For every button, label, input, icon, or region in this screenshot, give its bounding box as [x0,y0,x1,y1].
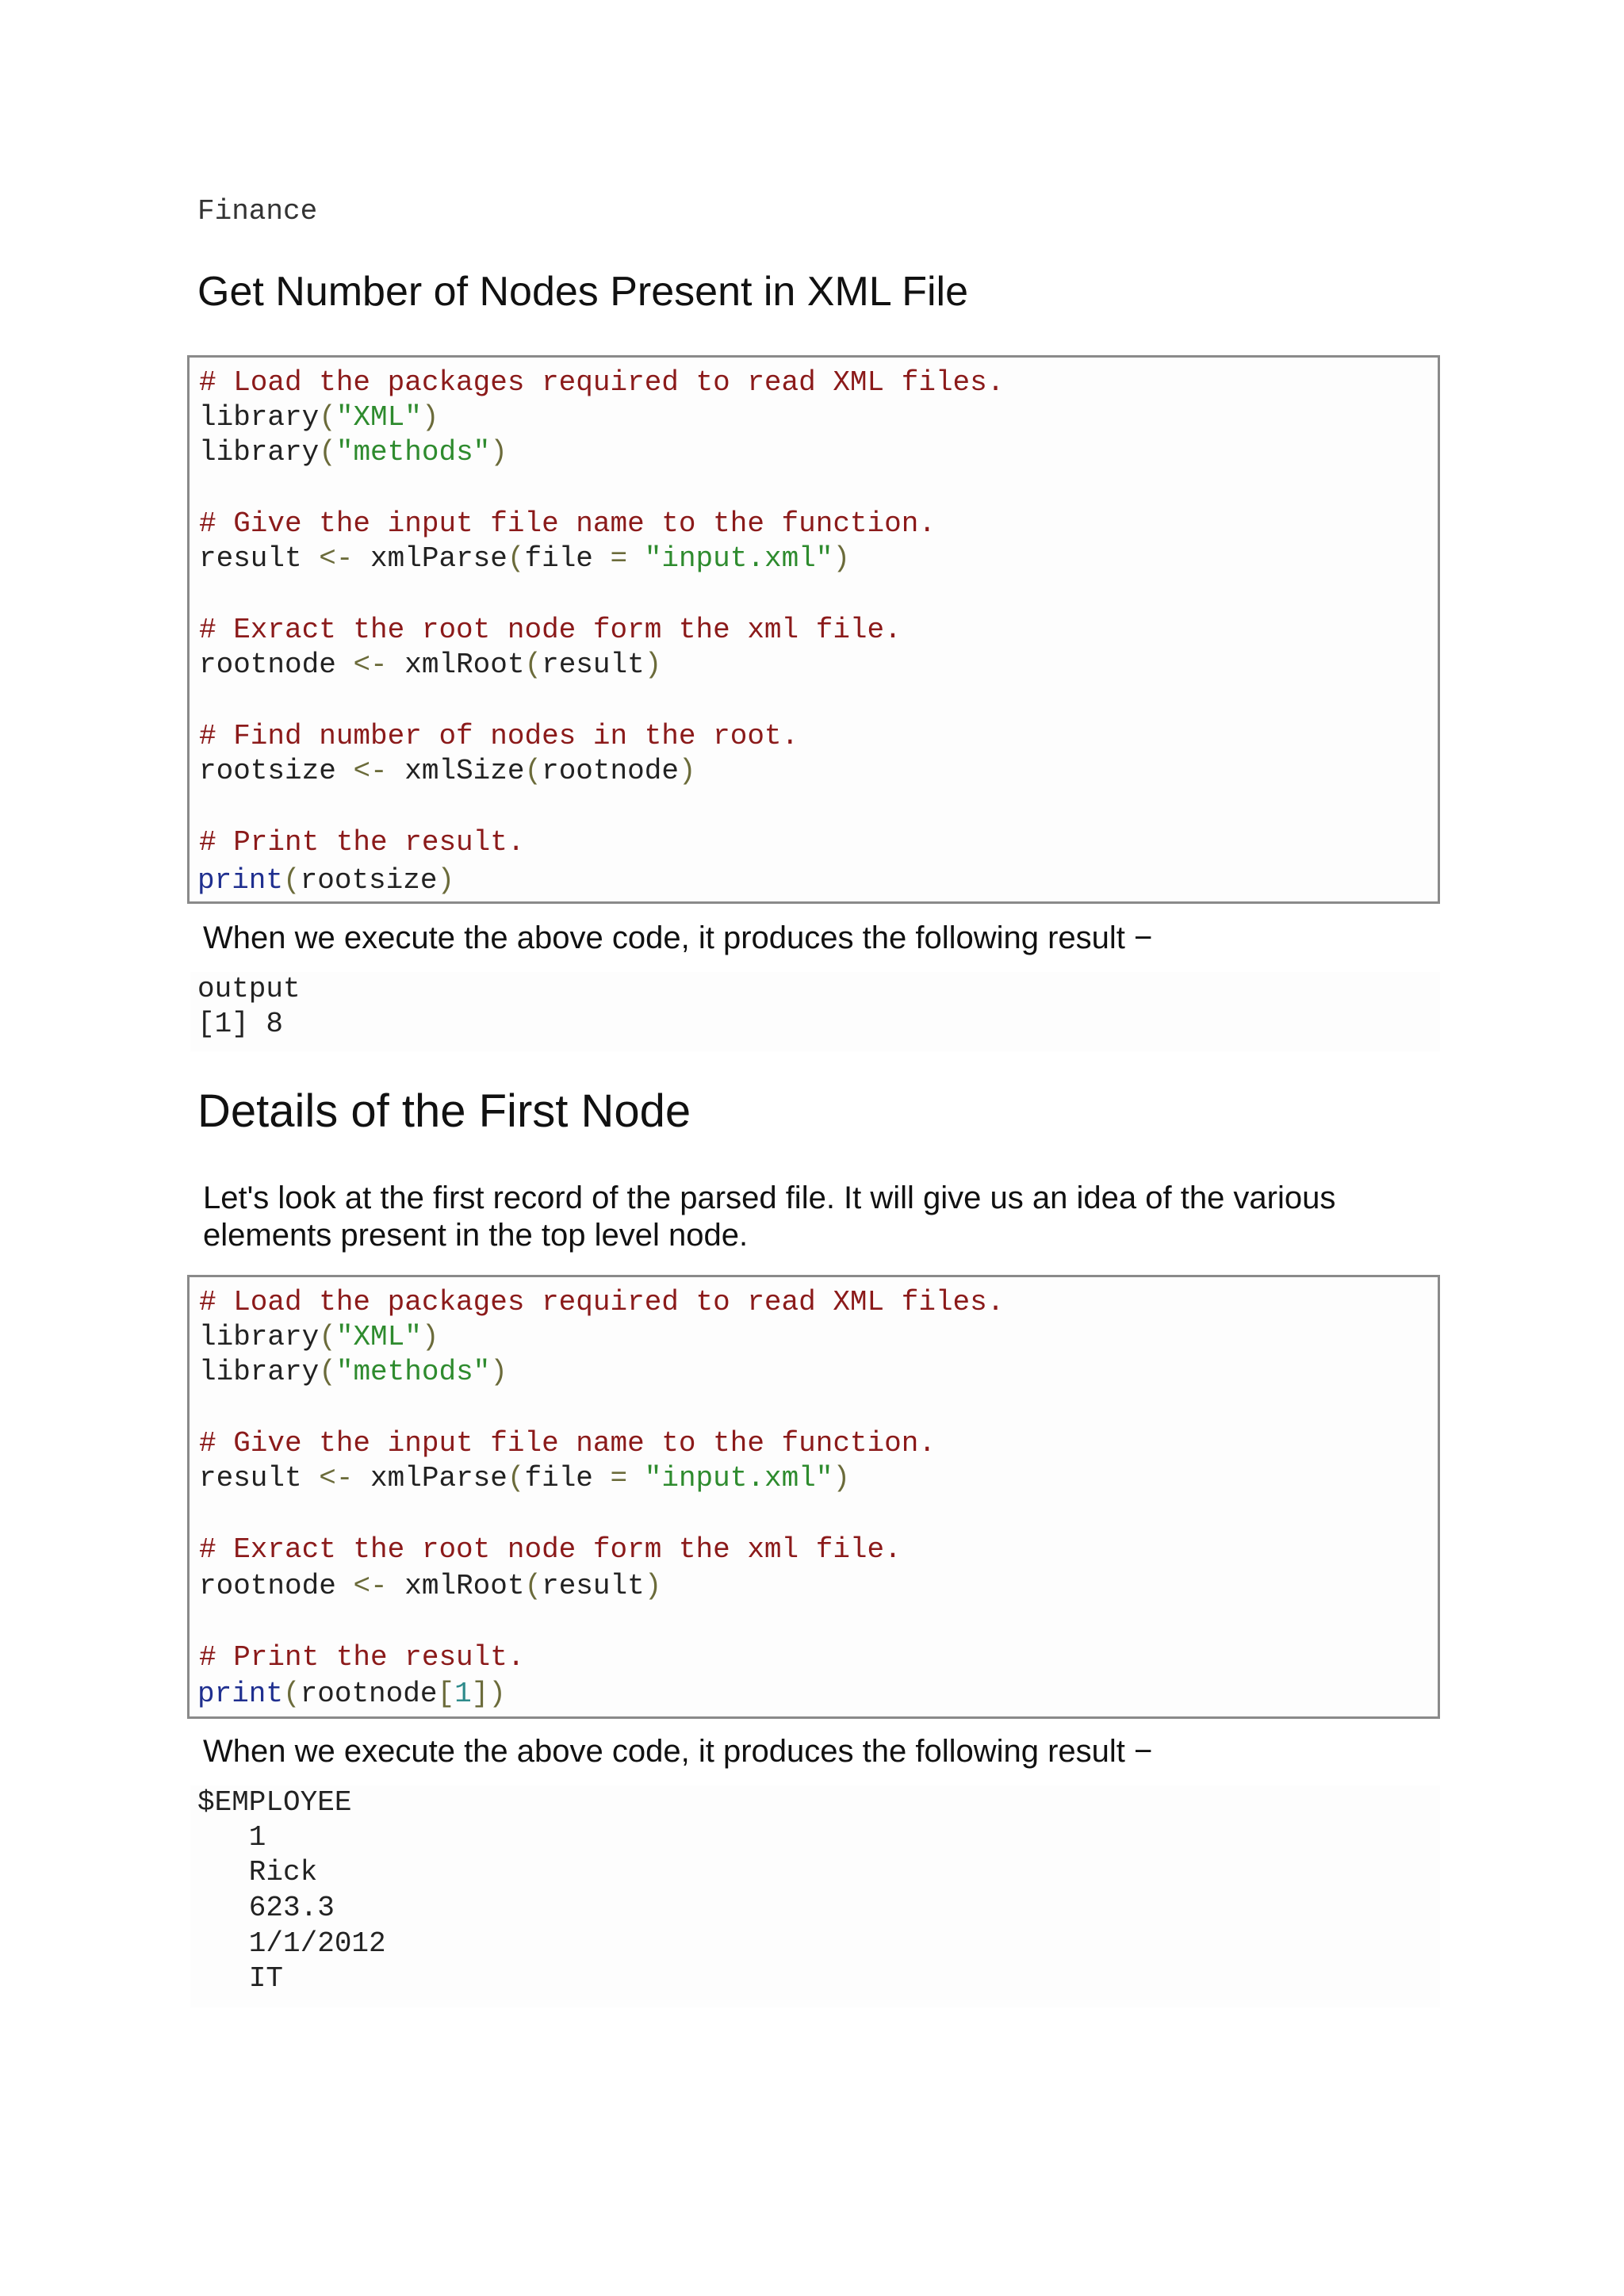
code-line: # Print the result. [199,1641,525,1674]
output-line: output [197,973,301,1005]
output-line: [1] 8 [197,1008,284,1040]
output-block-first-node [190,1785,1440,2007]
section-heading-first-node: Details of the First Node [197,1085,691,1137]
output-block-node-count [190,972,1440,1051]
code-line: # Exract the root node form the xml file. [199,614,902,646]
output-line: 623.3 [197,1892,335,1924]
output-line: 1 [197,1821,266,1854]
output-line: $EMPLOYEE [197,1786,352,1819]
code-line: rootnode <- xmlRoot(result) [199,649,662,681]
code-line: # Give the input file name to the function. [199,507,936,540]
code-line: library("methods") [199,1356,508,1388]
code-block-first-node [187,1275,1440,1719]
section-heading-node-count: Get Number of Nodes Present in XML File [197,269,969,315]
code-line: # Exract the root node form the xml file. [199,1533,902,1566]
code-block-node-count [187,355,1440,904]
code-line: library("methods") [199,436,508,469]
code-line: rootnode <- xmlRoot(result) [199,1570,662,1602]
result-intro-text: When we execute the above code, it produces the following result − [203,1734,1153,1769]
code-line: result <- xmlParse(file = "input.xml") [199,1462,850,1494]
code-line: print(rootnode[1]) [197,1678,506,1710]
code-line: # Give the input file name to the function. [199,1427,936,1460]
code-line: # Print the result. [199,826,525,859]
code-line: library("XML") [199,401,439,434]
code-line: print(rootsize) [197,864,455,897]
code-line: # Load the packages required to read XML files. [199,366,1005,399]
output-line: IT [197,1962,284,1995]
top-label: Finance [197,195,318,228]
code-line: # Find number of nodes in the root. [199,720,799,752]
output-line: 1/1/2012 [197,1927,386,1960]
intro-paragraph-line-1: Let's look at the first record of the parsed file. It will give us an idea of the various [203,1181,1336,1215]
output-line: Rick [197,1856,318,1888]
code-line: result <- xmlParse(file = "input.xml") [199,542,850,575]
result-intro-text: When we execute the above code, it produces the following result − [203,920,1153,955]
code-line: library("XML") [199,1321,439,1353]
code-line: # Load the packages required to read XML files. [199,1286,1005,1318]
intro-paragraph-line-2: elements present in the top level node. [203,1218,749,1253]
code-line: rootsize <- xmlSize(rootnode) [199,755,696,787]
